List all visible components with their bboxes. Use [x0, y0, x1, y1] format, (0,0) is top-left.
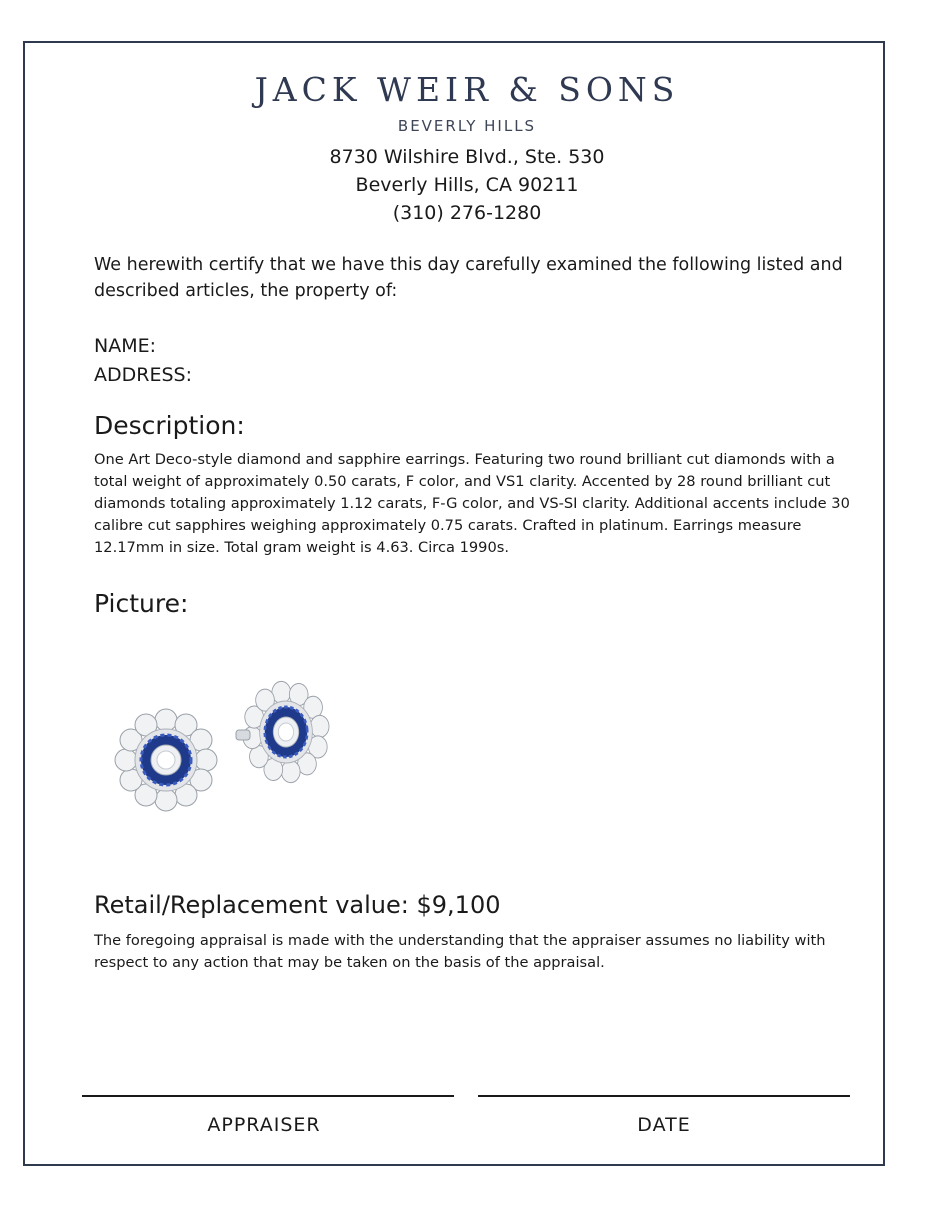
disclaimer-text: The foregoing appraisal is made with the understanding that the appraiser assumes no liability with respect to any action that may be taken on the basis of the appraisal.: [94, 932, 826, 971]
picture-heading: Picture:: [94, 589, 189, 618]
address-label: ADDRESS:: [94, 364, 192, 386]
description-heading: Description:: [94, 411, 245, 440]
earring-post: [236, 730, 250, 740]
appraiser-signature-line: [82, 1095, 454, 1097]
phone-number: (310) 276-1280: [392, 202, 542, 224]
description-text: One Art Deco-style diamond and sapphire earrings. Featuring two round brilliant cut diamonds with a total weight of approximately 0.50 carats, F color, and VS1 clarity. Accented by 28 round brilliant cut diamonds totaling approximately 1.12 carats, F-G color, and VS-SI clarity. Additional accents include 30 calibre cut sapphires weighing approximately 0.75 carats. Crafted in platinum. Earrings measure 12.17mm in size. Total gram weight is 4.63. Circa 1990s.: [94, 451, 850, 556]
certification-statement: We herewith certify that we have this day carefully examined the following listed and described articles, the property of:: [94, 255, 843, 301]
earrings-photo: [110, 680, 330, 820]
city-tag: BEVERLY HILLS: [397, 117, 537, 135]
left-earring: [115, 709, 217, 811]
appraiser-label: APPRAISER: [207, 1114, 321, 1136]
address-line-1: 8730 Wilshire Blvd., Ste. 530: [329, 146, 605, 168]
replacement-value: Retail/Replacement value: $9,100: [94, 891, 501, 919]
name-label: NAME:: [94, 335, 157, 357]
date-label: DATE: [637, 1114, 691, 1136]
date-signature-line: [478, 1095, 850, 1097]
address-line-2: Beverly Hills, CA 90211: [355, 174, 579, 196]
company-name: JACK WEIR & SONS: [254, 70, 680, 109]
right-earring: [237, 680, 330, 790]
